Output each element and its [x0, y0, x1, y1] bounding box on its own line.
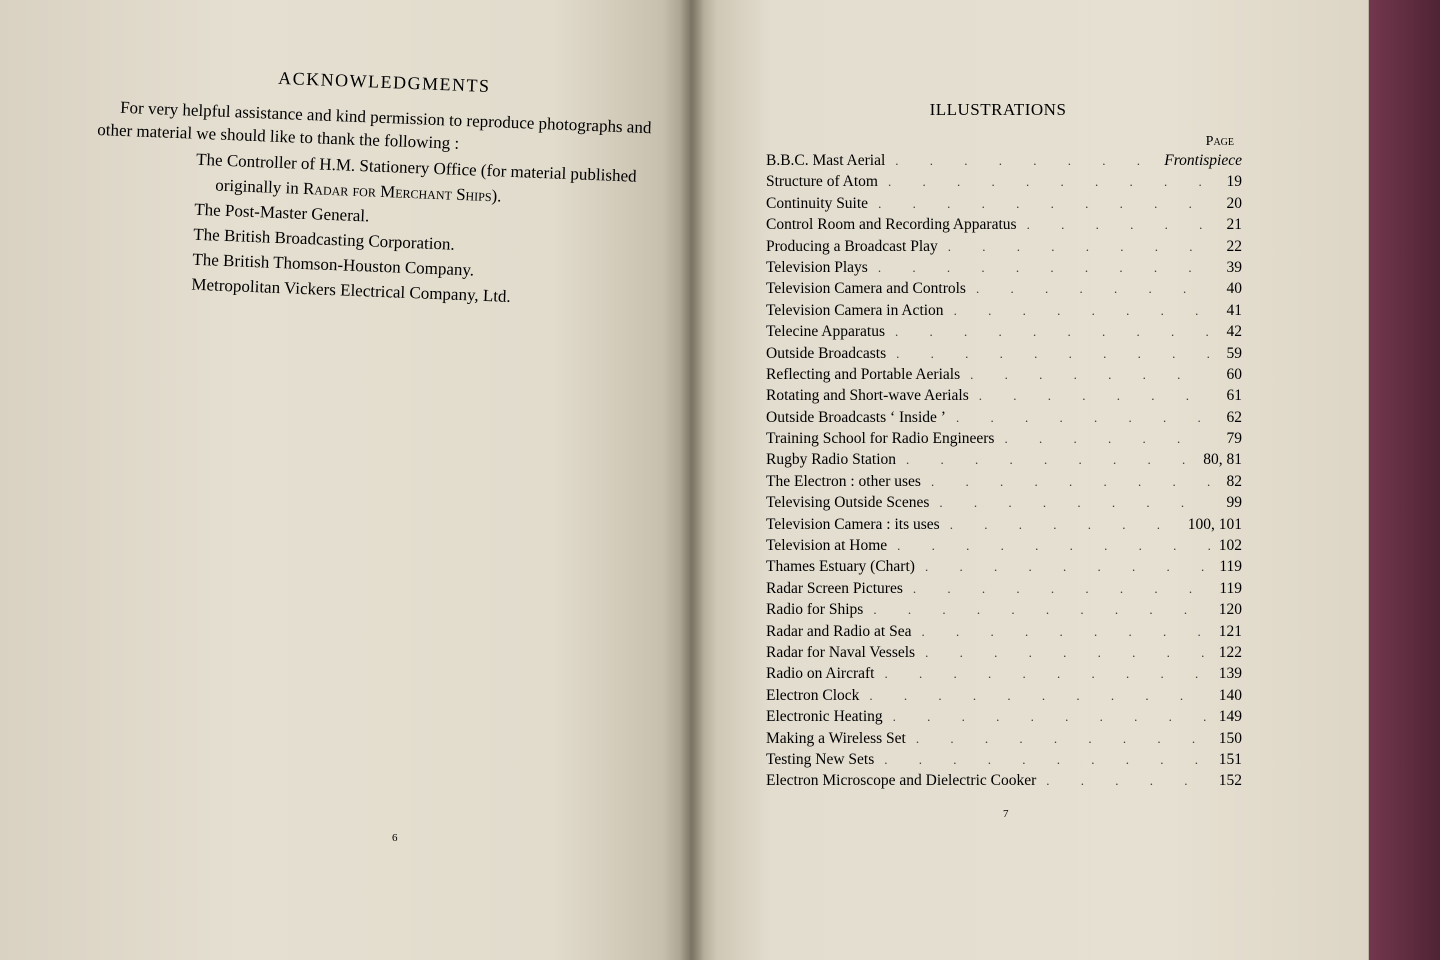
dot-leader	[938, 239, 1212, 255]
dot-leader	[944, 303, 1212, 319]
illustration-page: 59	[1226, 344, 1242, 362]
illustration-title: Continuity Suite	[766, 194, 869, 212]
illustration-entry	[766, 302, 1242, 323]
dot-leader	[887, 538, 1212, 554]
illustration-title: Thames Estuary (Chart)	[766, 558, 915, 576]
illustration-title: B.B.C. Mast Aerial	[766, 152, 886, 169]
illustration-page: 19	[1226, 173, 1242, 191]
illustration-entry	[766, 601, 1242, 622]
illustration-title: Rugby Radio Station	[766, 451, 897, 469]
page-column-head: Page	[1205, 134, 1234, 149]
illustration-entry	[766, 516, 1242, 537]
illustration-entry	[766, 345, 1242, 366]
illustration-page: 121	[1218, 622, 1242, 640]
dot-leader	[878, 174, 1212, 190]
illustration-title: Training School for Radio Engineers	[766, 430, 995, 448]
acknowledgments-intro: For very helpful assistance and kind permission to reproduce photographs and other material we should like to thank the following :	[96, 97, 652, 153]
book-gutter	[680, 0, 704, 960]
acknowledgments-heading: ACKNOWLEDGMENTS	[277, 67, 491, 97]
dot-leader	[906, 731, 1212, 747]
dot-leader	[885, 324, 1212, 340]
illustration-title: Outside Broadcasts ‘ Inside ’	[766, 408, 946, 426]
illustration-page: 41	[1226, 301, 1242, 319]
dot-leader	[929, 495, 1212, 511]
dot-leader	[915, 559, 1212, 575]
illustration-title: Radar and Radio at Sea	[766, 622, 912, 640]
dot-leader	[874, 666, 1212, 682]
illustration-entry	[766, 152, 1242, 173]
illustration-title: Television Plays	[766, 258, 868, 276]
illustrations-heading: ILLUSTRATIONS	[929, 100, 1067, 119]
dot-leader	[911, 624, 1212, 640]
illustration-entry	[766, 195, 1242, 216]
dot-leader	[946, 410, 1212, 426]
illustration-title: Telecine Apparatus	[766, 323, 885, 341]
illustration-title: Radar Screen Pictures	[766, 579, 903, 597]
illustration-entry	[766, 238, 1242, 259]
illustration-entry	[766, 216, 1242, 237]
illustration-page: 42	[1226, 323, 1242, 341]
illustration-entry	[766, 366, 1242, 387]
dot-leader	[940, 517, 1188, 533]
illustration-title: Outside Broadcasts	[766, 344, 887, 362]
dot-leader	[969, 388, 1212, 404]
illustration-entry	[766, 772, 1242, 793]
dot-leader	[1017, 217, 1212, 233]
illustration-title: Reflecting and Portable Aerials	[766, 365, 961, 383]
dot-leader	[903, 581, 1212, 597]
dot-leader	[883, 709, 1212, 725]
illustration-page: 99	[1226, 494, 1242, 512]
dot-leader	[868, 196, 1212, 212]
illustrations-section	[766, 100, 1242, 794]
illustration-page: 122	[1218, 643, 1242, 661]
illustration-page: Frontispiece	[1164, 152, 1242, 169]
illustration-page: 22	[1226, 237, 1242, 255]
illustration-title: Testing New Sets	[766, 750, 875, 768]
illustration-page: 100, 101	[1187, 515, 1242, 533]
illustration-entry	[766, 494, 1242, 515]
dot-leader	[859, 688, 1212, 704]
illustration-entry	[766, 451, 1242, 472]
illustration-entry	[766, 708, 1242, 729]
left-page-number: 6	[392, 832, 398, 844]
dot-leader	[960, 367, 1212, 383]
right-page-number: 7	[1003, 808, 1009, 820]
illustration-entry	[766, 430, 1242, 451]
credit-text-end: ).	[491, 186, 502, 206]
dot-leader	[994, 431, 1212, 447]
illustration-page: 60	[1226, 365, 1242, 383]
illustration-entry	[766, 623, 1242, 644]
illustration-entry	[766, 580, 1242, 601]
dot-leader	[874, 752, 1212, 768]
credit-publication-title: Radar for Merchant Ships	[302, 178, 492, 206]
illustration-entry	[766, 644, 1242, 665]
illustration-page: 151	[1218, 750, 1242, 768]
illustration-entry	[766, 280, 1242, 301]
illustration-page: 61	[1226, 387, 1242, 405]
illustration-page: 149	[1218, 708, 1242, 726]
acknowledgments-section	[91, 60, 670, 315]
illustration-title: Radio on Aircraft	[766, 665, 875, 683]
illustration-page: 82	[1226, 472, 1242, 490]
illustration-entry	[766, 323, 1242, 344]
illustration-page: 62	[1226, 408, 1242, 426]
illustration-page: 139	[1218, 665, 1242, 683]
illustration-title: Televising Outside Scenes	[766, 494, 930, 512]
illustration-page: 79	[1226, 430, 1242, 448]
illustration-page: 120	[1218, 601, 1242, 619]
illustration-title: Structure of Atom	[766, 173, 878, 191]
illustration-title: Television at Home	[766, 537, 888, 555]
illustration-entry	[766, 259, 1242, 280]
dot-leader	[921, 474, 1212, 490]
illustration-page: 102	[1218, 537, 1242, 555]
illustration-title: The Electron : other uses	[766, 472, 921, 490]
illustration-title: Rotating and Short-wave Aerials	[766, 387, 969, 405]
illustration-entry	[766, 537, 1242, 558]
illustrations-list	[766, 152, 1242, 794]
illustration-page: 39	[1226, 258, 1242, 276]
illustration-title: Television Camera and Controls	[766, 280, 966, 298]
illustration-entry	[766, 558, 1242, 579]
illustration-title: Television Camera : its uses	[766, 515, 940, 533]
dot-leader	[868, 260, 1212, 276]
illustration-title: Electron Microscope and Dielectric Cooker	[766, 772, 1037, 790]
dot-leader	[1036, 773, 1212, 789]
dot-leader	[885, 153, 1164, 169]
illustration-page: 119	[1219, 579, 1242, 597]
illustration-page: 150	[1218, 729, 1242, 747]
credit-text: The Post-Master General.	[193, 199, 370, 226]
dot-leader	[896, 452, 1203, 468]
illustration-title: Making a Wireless Set	[766, 729, 906, 747]
illustration-page: 140	[1218, 686, 1242, 704]
illustration-entry	[766, 751, 1242, 772]
illustration-page: 40	[1226, 280, 1242, 298]
credit-text: The Controller of H.M. Stationery Office (for material published originally in	[195, 149, 637, 198]
illustration-entry	[766, 665, 1242, 686]
illustration-title: Producing a Broadcast Play	[766, 237, 938, 255]
illustration-page: 152	[1218, 772, 1242, 790]
dot-leader	[863, 602, 1212, 618]
illustration-page: 80, 81	[1203, 451, 1242, 469]
credits-list	[91, 143, 666, 315]
credit-text: Metropolitan Vickers Electrical Company, Ltd.	[191, 274, 512, 306]
illustration-title: Radar for Naval Vessels	[766, 643, 916, 661]
illustration-page: 21	[1226, 216, 1242, 234]
credit-text: The British Thomson-Houston Company.	[192, 249, 475, 280]
illustration-title: Electronic Heating	[766, 708, 883, 726]
illustration-entry	[766, 409, 1242, 430]
illustration-entry	[766, 730, 1242, 751]
illustration-title: Control Room and Recording Apparatus	[766, 216, 1017, 234]
illustration-entry	[766, 473, 1242, 494]
illustration-page: 20	[1226, 194, 1242, 212]
dot-leader	[915, 645, 1212, 661]
illustration-title: Radio for Ships	[766, 601, 864, 619]
illustration-entry	[766, 387, 1242, 408]
illustration-title: Television Camera in Action	[766, 301, 944, 319]
credit-text: The British Broadcasting Corporation.	[193, 224, 456, 254]
illustration-entry	[766, 173, 1242, 194]
dot-leader	[966, 281, 1212, 297]
illustration-title: Electron Clock	[766, 686, 860, 704]
illustration-page: 119	[1219, 558, 1242, 576]
illustration-entry	[766, 687, 1242, 708]
dot-leader	[886, 346, 1212, 362]
